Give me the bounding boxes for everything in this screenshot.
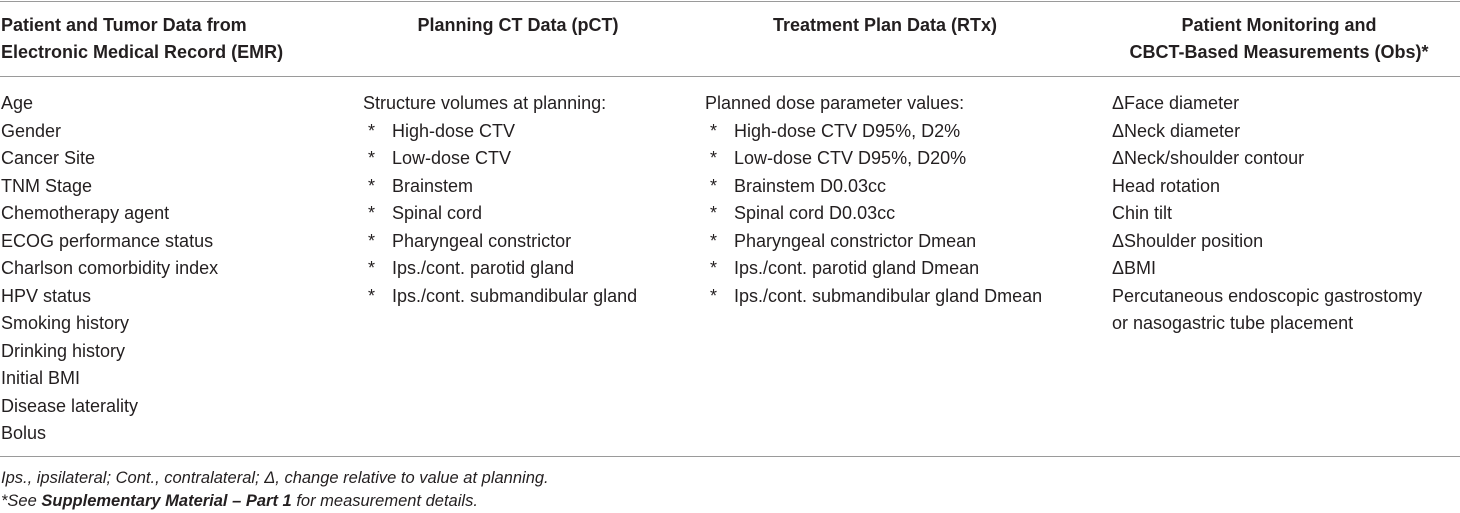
list-item: Smoking history: [1, 313, 130, 333]
list-item-label: High-dose CTV D95%, D2%: [734, 120, 961, 141]
list-item: [705, 200, 1095, 228]
list-item: ΔShoulder position: [1112, 230, 1264, 251]
header-pct-line-1: Planning CT Data (pCT): [417, 15, 619, 35]
bullet-asterisk: *: [710, 120, 718, 141]
header-rtx-line-1: Treatment Plan Data (RTx): [772, 15, 998, 35]
bullet-asterisk: *: [710, 230, 718, 251]
rtx-column: [705, 90, 1095, 310]
bullet-asterisk: *: [368, 203, 376, 223]
bullet-asterisk: *: [710, 203, 718, 223]
list-item: ΔFace diameter: [1112, 93, 1240, 113]
list-item: ΔNeck/shoulder contour: [1112, 148, 1305, 168]
footnote-see-suffix: for measurement details.: [291, 492, 478, 510]
header-obs-line-2: CBCT-Based Measurements (Obs)*: [1129, 42, 1429, 62]
list-item: ECOG performance status: [1, 230, 214, 251]
bullet-asterisk: *: [710, 148, 718, 168]
header-emr: [1, 12, 351, 66]
header-obs: [1100, 12, 1458, 66]
list-item: Age: [1, 93, 34, 113]
list-item-label: Spinal cord D0.03cc: [734, 203, 896, 223]
list-item-label: Spinal cord: [392, 203, 483, 223]
list-item-label: Brainstem D0.03cc: [734, 175, 887, 196]
table-top-rule: [0, 1, 1460, 2]
bullet-asterisk: *: [368, 258, 376, 278]
list-item: Drinking history: [1, 340, 126, 361]
list-item-label: Ips./cont. parotid gland: [392, 258, 575, 278]
list-item-label: Low-dose CTV D95%, D20%: [734, 148, 967, 168]
bullet-asterisk: *: [368, 230, 376, 251]
list-item: [363, 200, 693, 228]
header-emr-line-1: Patient and Tumor Data from: [1, 15, 247, 35]
list-item: ΔNeck diameter: [1112, 120, 1241, 141]
list-item: Bolus: [1, 423, 47, 443]
footnote-see: [1, 490, 478, 512]
list-item: [363, 145, 693, 173]
list-item: [363, 173, 693, 201]
header-obs-line-1: Patient Monitoring and: [1181, 15, 1377, 35]
list-item: Gender: [1, 120, 62, 141]
pct-column: [363, 90, 693, 310]
list-item: HPV status: [1, 285, 92, 306]
list-item: Head rotation: [1112, 175, 1221, 196]
list-item: Initial BMI: [1, 368, 81, 388]
list-item-label: Pharyngeal constrictor Dmean: [734, 230, 977, 251]
list-item-label: Brainstem: [392, 175, 474, 196]
list-item-label: Ips./cont. submandibular gland: [392, 285, 638, 306]
header-rule: [0, 76, 1460, 77]
pct-intro: Structure volumes at planning:: [363, 93, 607, 113]
table-bottom-rule: [0, 456, 1460, 457]
bullet-asterisk: *: [368, 148, 376, 168]
emr-column: [1, 90, 341, 448]
footnote-see-bold: Supplementary Material – Part 1: [41, 492, 292, 510]
header-pct: [353, 12, 683, 39]
list-item-label: Ips./cont. submandibular gland Dmean: [734, 285, 1043, 306]
bullet-asterisk: *: [710, 258, 718, 278]
list-item: [363, 255, 693, 283]
list-item: ΔBMI: [1112, 258, 1157, 278]
list-item-label: Low-dose CTV: [392, 148, 512, 168]
list-item: Cancer Site: [1, 148, 96, 168]
list-item: Chemotherapy agent: [1, 203, 170, 223]
list-item: [705, 118, 1095, 146]
list-item-label: Ips./cont. parotid gland Dmean: [734, 258, 980, 278]
list-item: [705, 255, 1095, 283]
header-rtx: [700, 12, 1070, 39]
bullet-asterisk: *: [710, 285, 718, 306]
rtx-intro: Planned dose parameter values:: [705, 93, 965, 113]
bullet-asterisk: *: [368, 120, 376, 141]
list-item-label: High-dose CTV: [392, 120, 516, 141]
list-item: Disease laterality: [1, 395, 139, 416]
list-item: [705, 145, 1095, 173]
header-emr-line-2: Electronic Medical Record (EMR): [1, 42, 284, 62]
list-item: [705, 228, 1095, 256]
list-item: Chin tilt: [1112, 203, 1173, 223]
obs-column: [1112, 90, 1457, 338]
list-item: [363, 118, 693, 146]
bullet-asterisk: *: [368, 175, 376, 196]
list-item: [705, 173, 1095, 201]
bullet-asterisk: *: [368, 285, 376, 306]
list-item-label: Pharyngeal constrictor: [392, 230, 572, 251]
list-item: or nasogastric tube placement: [1112, 313, 1354, 333]
bullet-asterisk: *: [710, 175, 718, 196]
list-item: [363, 228, 693, 256]
list-item: [363, 283, 693, 311]
list-item: TNM Stage: [1, 175, 93, 196]
footnote-abbreviations: Ips., ipsilateral; Cont., contralateral; Δ, change relative to value at planning.: [1, 469, 549, 487]
footnote-see-prefix: *See: [1, 492, 42, 510]
list-item: Percutaneous endoscopic gastrostomy: [1112, 285, 1423, 306]
list-item: Charlson comorbidity index: [1, 258, 219, 278]
list-item: [705, 283, 1095, 311]
